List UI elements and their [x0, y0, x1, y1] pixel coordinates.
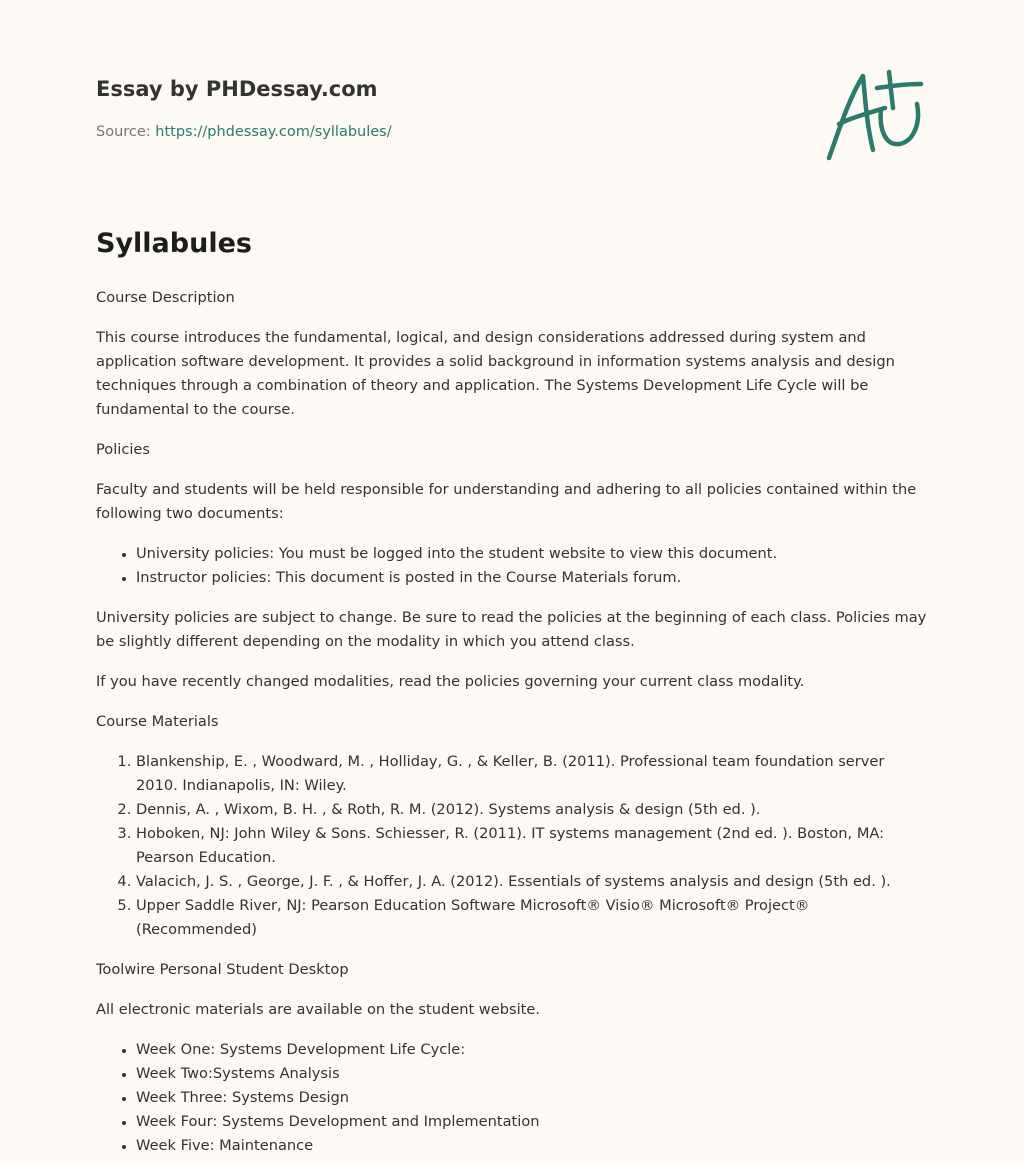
list-item: • Week Two:Systems Analysis [136, 1062, 928, 1086]
source-label: Source: [96, 124, 156, 140]
weeks-list [96, 1038, 928, 1158]
materials-list [96, 750, 928, 942]
list-item: • Week Five: Maintenance [136, 1134, 928, 1158]
list-item: 3. Hoboken, NJ: John Wiley & Sons. Schiesser, R. (2011). IT systems management (2nd ed. ). Boston, MA: Pearson Education. [136, 822, 928, 870]
toolwire-heading: Toolwire Personal Student Desktop [96, 961, 349, 978]
list-item: • Instructor policies: This document is posted in the Course Materials forum. [136, 566, 928, 590]
a-plus-logo-icon [825, 68, 927, 164]
course-description-text: This course introduces the fundamental, logical, and design considerations addressed during system and application software development. It provides a solid background in information systems analysis and design techniques through a combination of theory and application. The Systems Development Life Cycle will be fundamental to the course. [96, 329, 895, 418]
document-title: Syllabules [96, 228, 252, 259]
list-item: 1. Blankenship, E. , Woodward, M. , Holliday, G. , & Keller, B. (2011). Professional team foundation server 2010. Indianapolis, IN: Wiley. [136, 750, 928, 798]
course-description-heading: Course Description [96, 289, 235, 306]
policies-heading: Policies [96, 441, 150, 458]
materials-heading: Course Materials [96, 713, 219, 730]
policies-modality-text: If you have recently changed modalities, read the policies governing your current class modality. [96, 673, 805, 690]
list-item: • Week Three: Systems Design [136, 1086, 928, 1110]
policies-intro: Faculty and students will be held responsible for understanding and adhering to all policies contained within the following two documents: [96, 481, 917, 522]
site-title: Essay by PHDessay.com [96, 77, 378, 101]
source-link[interactable]: https://phdessay.com/syllabules/ [155, 124, 392, 140]
list-item: • Week Four: Systems Development and Implementation [136, 1110, 928, 1134]
electronic-materials-text: All electronic materials are available on the student website. [96, 1001, 540, 1018]
document-body [96, 286, 928, 1163]
list-item: 2. Dennis, A. , Wixom, B. H. , & Roth, R. M. (2012). Systems analysis & design (5th ed. ). [136, 798, 928, 822]
policies-change-text: University policies are subject to change. Be sure to read the policies at the beginning of each class. Policies may be slightly different depending on the modality in which you attend class. [96, 609, 927, 650]
policies-list [96, 542, 928, 590]
list-item: • Week One: Systems Development Life Cycle: [136, 1038, 928, 1062]
list-item: 5. Upper Saddle River, NJ: Pearson Education Software Microsoft® Visio® Microsoft® Project® (Recommended) [136, 894, 928, 942]
list-item: 4. Valacich, J. S. , George, J. F. , & Hoffer, J. A. (2012). Essentials of systems analysis and design (5th ed. ). [136, 870, 928, 894]
list-item: • University policies: You must be logged into the student website to view this document. [136, 542, 928, 566]
source-line [96, 124, 392, 140]
